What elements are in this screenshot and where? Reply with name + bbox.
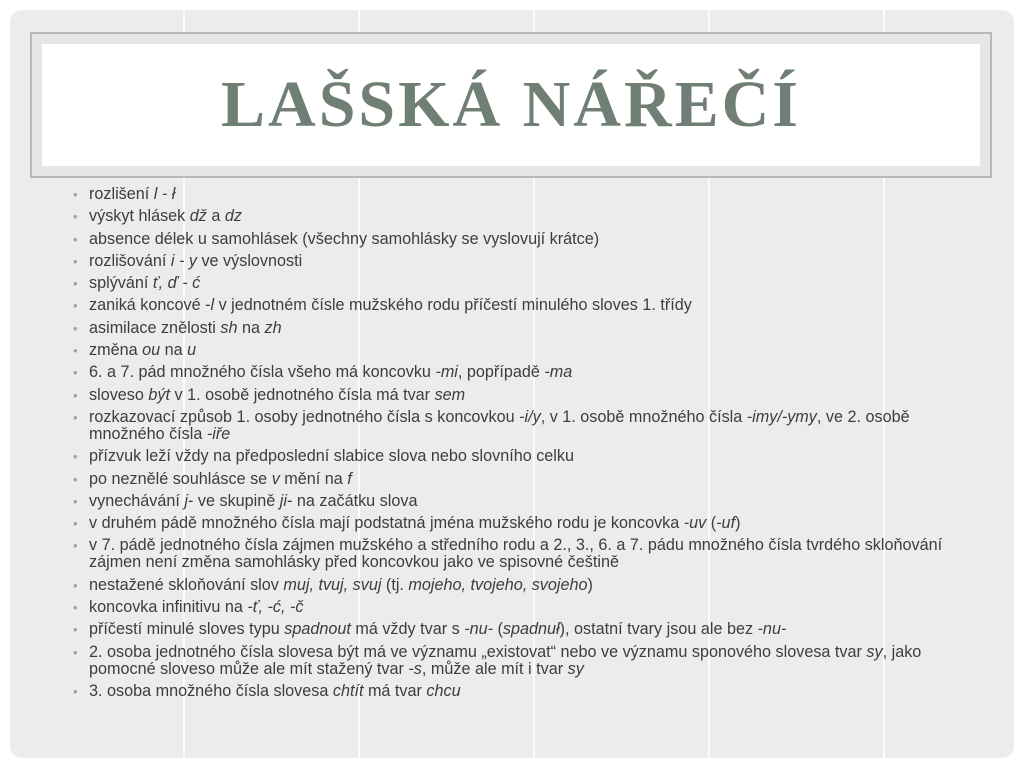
bullet-item bbox=[60, 364, 980, 381]
bullet-text: (tj. bbox=[381, 575, 409, 594]
bullet-text: v 1. osobě jednotného čísla má tvar bbox=[170, 385, 435, 404]
bullet-text: , v 1. osobě množného čísla bbox=[540, 407, 747, 426]
bullet-dot-icon: • bbox=[73, 493, 78, 509]
bullet-item bbox=[60, 621, 980, 638]
bullet-dot-icon: • bbox=[73, 683, 78, 699]
bullet-dot-icon: • bbox=[73, 471, 78, 487]
bullet-dot-icon: • bbox=[73, 343, 78, 359]
bullet-dot-icon: • bbox=[73, 320, 78, 336]
bullet-text: po neznělé souhlásce se bbox=[89, 469, 272, 488]
bullet-text: příčestí minulé sloves typu bbox=[89, 620, 285, 639]
bullet-text: dž bbox=[189, 207, 207, 226]
bullet-item bbox=[60, 448, 980, 465]
bullet-dot-icon: • bbox=[73, 644, 78, 660]
bullet-dot-icon: • bbox=[73, 409, 78, 425]
bullet-item bbox=[60, 208, 980, 225]
bullet-dot-icon: • bbox=[73, 449, 78, 465]
bullet-item bbox=[60, 537, 980, 571]
bullet-text: rozlišení bbox=[89, 185, 154, 203]
bullet-text: 3. osoba množného čísla slovesa bbox=[89, 681, 333, 700]
bullet-text: -i/y bbox=[519, 407, 541, 426]
bullet-item bbox=[60, 471, 980, 488]
bullet-text: l bbox=[210, 296, 215, 315]
bullet-text: rozlišování bbox=[89, 251, 171, 270]
bullet-item bbox=[60, 253, 980, 270]
bullet-text: muj, tvuj, svuj bbox=[283, 575, 382, 594]
bullet-text: i - y bbox=[170, 251, 197, 270]
bullet-text: má vždy tvar s bbox=[350, 620, 465, 639]
bullet-text: na bbox=[160, 341, 188, 360]
bullet-dot-icon: • bbox=[73, 187, 78, 202]
bullet-text: nestažené skloňování slov bbox=[89, 575, 284, 594]
bullet-text: ou bbox=[142, 341, 161, 360]
bullet-text: chtít bbox=[332, 681, 364, 700]
bullet-text: dz bbox=[224, 207, 242, 226]
bullet-text: být bbox=[148, 385, 170, 404]
bullet-text: zaniká koncové - bbox=[89, 296, 211, 315]
bullet-text: , může ale mít i tvar bbox=[421, 659, 568, 678]
bullet-text: v 7. pádě jednotného čísla zájmen mužského a středního rodu a 2., 3., 6. a 7. pádu množného čísla tvrdého skloňování zájmen není změna samohlásky před koncovkou jako ve spisovné češtině bbox=[89, 536, 943, 572]
bullet-item bbox=[60, 342, 980, 359]
bullet-text: koncovka infinitivu na bbox=[89, 598, 248, 617]
bullet-text: , popřípadě bbox=[457, 363, 545, 382]
bullet-text: sy bbox=[567, 659, 584, 678]
bullet-text: změna bbox=[89, 341, 143, 360]
bullet-item bbox=[60, 644, 980, 678]
bullet-text: spadnout bbox=[284, 620, 351, 639]
slide-title: LAŠSKÁ NÁŘEČÍ bbox=[221, 68, 801, 141]
bullet-text: a bbox=[206, 207, 225, 226]
bullet-text: vynechávání bbox=[89, 491, 185, 510]
bullet-dot-icon: • bbox=[73, 622, 78, 638]
bullet-dot-icon: • bbox=[73, 365, 78, 381]
bullet-text: ve výslovnosti bbox=[196, 251, 303, 270]
title-frame bbox=[30, 32, 992, 178]
bullet-text: -ť, -ć, -č bbox=[247, 598, 304, 617]
bullet-dot-icon: • bbox=[73, 516, 78, 532]
bullet-dot-icon: • bbox=[73, 538, 78, 554]
bullet-text: -mi bbox=[435, 363, 458, 382]
bullet-dot-icon: • bbox=[73, 209, 78, 225]
bullet-text: -nu- bbox=[464, 620, 493, 639]
bullet-text: sh bbox=[220, 318, 238, 337]
bullet-item bbox=[60, 599, 980, 616]
bullet-list bbox=[60, 186, 980, 705]
bullet-text: - na začátku slova bbox=[286, 491, 418, 510]
bullet-text: mojeho, tvojeho, svojeho bbox=[408, 575, 588, 594]
bullet-text: -imy/-ymy bbox=[746, 407, 817, 426]
bullet-item bbox=[60, 515, 980, 532]
bullet-text: sy bbox=[866, 642, 883, 661]
bullet-text: chcu bbox=[426, 681, 461, 700]
bullet-text: v druhém pádě množného čísla mají podstatná jména mužského rodu je koncovka bbox=[89, 514, 684, 533]
bullet-text: - ve skupině bbox=[188, 491, 280, 510]
bullet-dot-icon: • bbox=[73, 387, 78, 403]
bullet-text: , ve 2. osobě množného čísla bbox=[89, 407, 910, 443]
bullet-text: u bbox=[187, 341, 197, 360]
bullet-text: -uf bbox=[716, 514, 736, 533]
bullet-text: asimilace znělosti bbox=[89, 318, 221, 337]
bullet-text: v jednotném čísle mužského rodu příčestí minulého sloves 1. třídy bbox=[214, 296, 692, 315]
bullet-text: -iře bbox=[206, 424, 231, 443]
bullet-item bbox=[60, 683, 980, 700]
bullet-dot-icon: • bbox=[73, 253, 78, 269]
bullet-item bbox=[60, 297, 980, 314]
bullet-text: -s bbox=[408, 659, 422, 678]
bullet-text: ) bbox=[587, 575, 593, 594]
bullet-text: 6. a 7. pád množného čísla všeho má koncovku bbox=[89, 363, 436, 382]
bullet-item bbox=[60, 493, 980, 510]
bullet-dot-icon: • bbox=[73, 600, 78, 616]
bullet-text: zh bbox=[264, 318, 282, 337]
bullet-text: sem bbox=[434, 385, 466, 404]
bullet-dot-icon: • bbox=[73, 276, 78, 292]
bullet-text: přízvuk leží vždy na předposlední slabice slova nebo slovního celku bbox=[89, 447, 575, 466]
bullet-item bbox=[60, 577, 980, 594]
bullet-text: v bbox=[271, 469, 280, 488]
bullet-text: absence délek u samohlásek (všechny samohlásky se vyslovují krátce) bbox=[89, 229, 600, 248]
bullet-text: ji bbox=[279, 491, 287, 510]
bullet-item bbox=[60, 320, 980, 337]
bullet-dot-icon: • bbox=[73, 577, 78, 593]
bullet-text: splývání bbox=[89, 274, 153, 293]
bullet-text: f bbox=[347, 469, 352, 488]
bullet-text: výskyt hlásek bbox=[89, 207, 190, 226]
bullet-dot-icon: • bbox=[73, 231, 78, 247]
bullet-text: sloveso bbox=[89, 385, 149, 404]
bullet-text: 2. osoba jednotného čísla slovesa být má ve významu „existovat“ nebo ve významu sponového slovesa tvar bbox=[89, 642, 867, 661]
bullet-item bbox=[60, 231, 980, 248]
bullet-text: ( bbox=[492, 620, 503, 639]
bullet-text: spadnuł bbox=[502, 620, 560, 639]
bullet-text: ), ostatní tvary jsou ale bez bbox=[559, 620, 758, 639]
bullet-text: ( bbox=[706, 514, 717, 533]
bullet-text: rozkazovací způsob 1. osoby jednotného čísla s koncovkou bbox=[89, 407, 520, 426]
bullet-text: , jako pomocné sloveso může ale mít stažený tvar bbox=[89, 642, 922, 678]
bullet-dot-icon: • bbox=[73, 298, 78, 314]
bullet-item bbox=[60, 409, 980, 443]
bullet-item bbox=[60, 186, 980, 203]
bullet-text: j bbox=[184, 491, 188, 510]
bullet-text: -uv bbox=[683, 514, 707, 533]
bullet-text: -ma bbox=[544, 363, 573, 382]
bullet-text: l - ł bbox=[153, 185, 176, 203]
bullet-text: ť, ď - ć bbox=[152, 274, 201, 293]
bullet-text: na bbox=[237, 318, 265, 337]
bullet-item bbox=[60, 387, 980, 404]
bullet-text: ) bbox=[735, 514, 741, 533]
bullet-text: má tvar bbox=[363, 681, 427, 700]
bullet-text: -nu- bbox=[757, 620, 787, 639]
bullet-text: mění na bbox=[279, 469, 348, 488]
title-box bbox=[42, 44, 980, 166]
bullet-item bbox=[60, 275, 980, 292]
